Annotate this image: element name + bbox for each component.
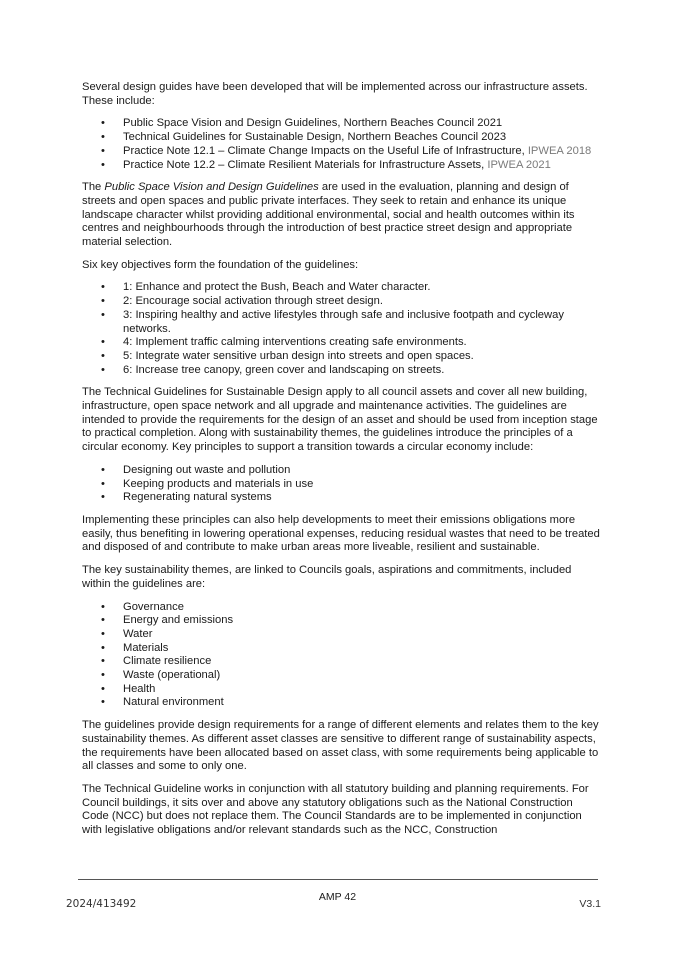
list-item: • 2: Encourage social activation through street design. <box>82 295 602 309</box>
list-item: • Keeping products and materials in use <box>82 478 602 492</box>
list-item: • Designing out waste and pollution <box>82 464 602 478</box>
list-item: • Waste (operational) <box>82 669 602 683</box>
source-reference: IPWEA 2018 <box>527 144 592 157</box>
document-body <box>82 81 602 847</box>
list-item: • Natural environment <box>82 696 602 710</box>
circular-principles-list <box>82 464 602 505</box>
list-item: • Materials <box>82 642 602 656</box>
guideline-title: Public Space Vision and Design Guidelines <box>104 181 319 194</box>
intro-paragraph: Several design guides have been developed that will be implemented across our infrastructure assets. These include: <box>82 81 588 107</box>
footer-divider <box>78 879 598 880</box>
list-item: • Practice Note 12.2 – Climate Resilient Materials for Infrastructure Assets, IPWEA 2021 <box>82 159 602 173</box>
list-item: • Technical Guidelines for Sustainable Design, Northern Beaches Council 2023 <box>82 131 602 145</box>
themes-intro: The key sustainability themes, are linked to Councils goals, aspirations and commitments, included within the guidelines are: <box>82 564 572 590</box>
list-item: • Governance <box>82 601 602 615</box>
list-item: • 3: Inspiring healthy and active lifestyles through safe and inclusive footpath and cycleway networks. <box>82 309 602 336</box>
list-item: • Health <box>82 683 602 697</box>
statutory-paragraph: The Technical Guideline works in conjunction with all statutory building and planning requirements. For Council buildings, it sits over and above any statutory obligations such as the National Construction Code (NCC) but does not replace them. The Council Standards are to be implemented in conjunction with legislative obligations and/or relevant standards such as the NCC, Construction <box>82 782 589 837</box>
list-item: • 1: Enhance and protect the Bush, Beach and Water character. <box>82 281 602 295</box>
requirements-paragraph: The guidelines provide design requirements for a range of different elements and relates them to the key sustainability themes. As different asset classes are sensitive to different range of sustainability aspects, the requirements have been allocated based on asset class, with some requirements being applicable to all classes and some to only one. <box>82 719 599 773</box>
list-item: • 4: Implement traffic calming interventions creating safe environments. <box>82 336 602 350</box>
objectives-intro: Six key objectives form the foundation of the guidelines: <box>82 258 359 271</box>
list-item: • 5: Integrate water sensitive urban design into streets and open spaces. <box>82 350 602 364</box>
list-item: • 6: Increase tree canopy, green cover and landscaping on streets. <box>82 364 602 378</box>
list-item: • Energy and emissions <box>82 614 602 628</box>
list-item: • Climate resilience <box>82 655 602 669</box>
technical-guidelines-paragraph: The Technical Guidelines for Sustainable Design apply to all council assets and cover all new building, infrastructure, open space network and all upgrade and maintenance activities. The guidelines are intended to provide the requirements for the design of an asset and should be used from inception stage to practical completion. Along with sustainability themes, the guidelines introduce the principles of a circular economy. Key principles to support a transition towards a circular economy include: <box>82 386 598 454</box>
source-reference: IPWEA 2021 <box>487 158 551 171</box>
document-number: 2024/413492 <box>66 898 137 910</box>
version-label: V3.1 <box>579 898 601 910</box>
list-item: • Regenerating natural systems <box>82 491 602 505</box>
themes-list <box>82 601 602 711</box>
page-number: AMP 42 <box>318 891 357 903</box>
implementing-paragraph: Implementing these principles can also help developments to meet their emissions obligations more easily, thus benefiting in lowering operational expenses, reducing residual wastes that need to be treated and disposed of and contribute to make urban areas more liveable, resilient and sustainable. <box>82 513 600 554</box>
list-item: • Water <box>82 628 602 642</box>
public-space-paragraph: The Public Space Vision and Design Guidelines are used in the evaluation, planning and design of streets and open spaces and public private interfaces. They seek to retain and enhance its unique landscape character whilst providing additional environmental, social and health outcomes within its centres and neighbourhoods through the introduction of best practice street design and appropriate material selection. <box>82 181 575 249</box>
list-item: • Public Space Vision and Design Guidelines, Northern Beaches Council 2021 <box>82 117 602 131</box>
list-item: • Practice Note 12.1 – Climate Change Impacts on the Useful Life of Infrastructure, IPWEA 2018 <box>82 145 602 159</box>
objectives-list <box>82 281 602 377</box>
design-guides-list <box>82 117 602 172</box>
